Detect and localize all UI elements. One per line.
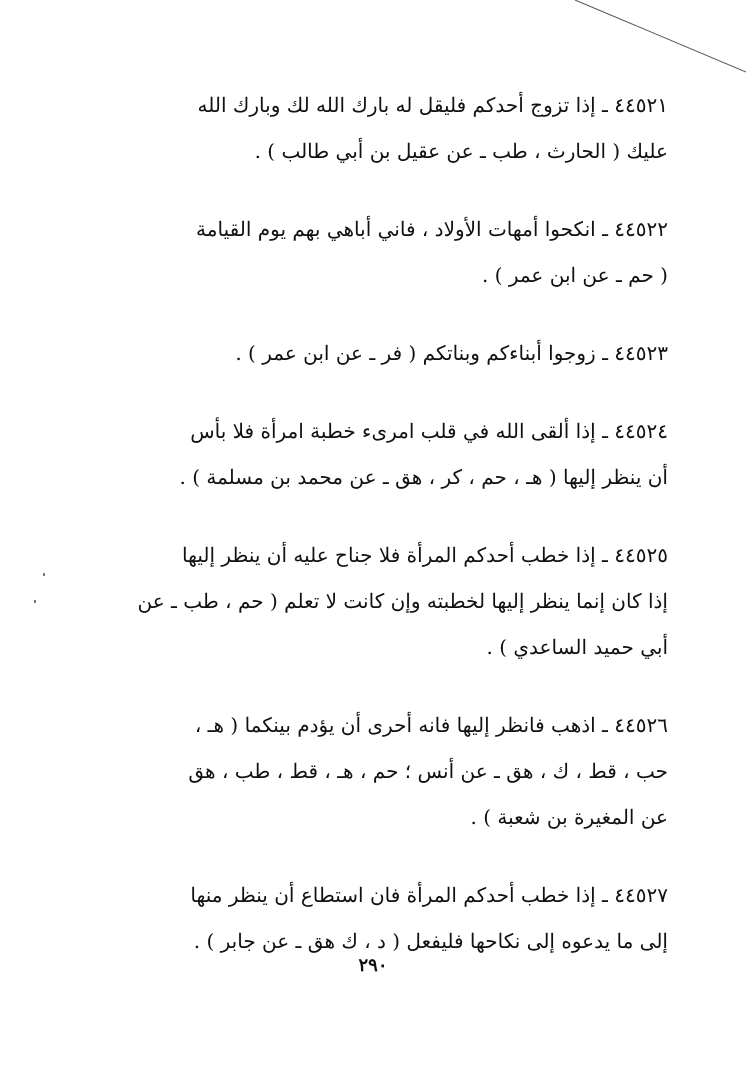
entry-line: عن المغيرة بن شعبة ) . (470, 805, 668, 829)
entry-line: حب ، قط ، ك ، هق ـ عن أنس ؛ حم ، هـ ، قط ، طب ، هق (188, 759, 668, 783)
hadith-entry-44525 (78, 532, 668, 670)
entry-line: ٤٤٥٢١ ـ إذا تزوج أحدكم فليقل له بارك الله لك وبارك الله (197, 93, 668, 117)
entry-line: ٤٤٥٢٦ ـ اذهب فانظر إليها فانه أحرى أن يؤدم بينكما ( هـ ، (194, 713, 668, 737)
entry-line: أن ينظر إليها ( هـ ، حم ، كر ، هق ـ عن محمد بن مسلمة ) . (179, 465, 668, 489)
entry-line: ٤٤٥٢٤ ـ إذا ألقى الله في قلب امرىء خطبة امرأة فلا بأس (190, 419, 668, 443)
entry-line: ٤٤٥٢٣ ـ زوجوا أبناءكم وبناتكم ( فر ـ عن ابن عمر ) . (235, 341, 668, 365)
entry-line: إذا كان إنما ينظر إليها لخطبته وإن كانت لا تعلم ( حم ، طب ـ عن (137, 589, 668, 613)
entry-line: ٤٤٥٢٢ ـ انكحوا أمهات الأولاد ، فاني أباهي بهم يوم القيامة (196, 217, 668, 241)
entry-line: ٤٤٥٢٥ ـ إذا خطب أحدكم المرأة فلا جناح عليه أن ينظر إليها (182, 543, 668, 567)
hadith-entry-44523 (78, 330, 668, 376)
hadith-entry-44522 (78, 206, 668, 298)
entry-line: ٤٤٥٢٧ ـ إذا خطب أحدكم المرأة فان استطاع أن ينظر منها (190, 883, 668, 907)
entry-line: أبي حميد الساعدي ) . (486, 635, 668, 659)
scan-speck (34, 600, 36, 603)
entry-line: ( حم ـ عن ابن عمر ) . (481, 263, 668, 287)
hadith-entry-44524 (78, 408, 668, 500)
hadith-page-text (78, 82, 668, 964)
entry-line: إلى ما يدعوه إلى نكاحها فليفعل ( د ، ك هق ـ عن جابر ) . (193, 929, 668, 953)
hadith-entry-44527 (78, 872, 668, 964)
hadith-entry-44521 (78, 82, 668, 174)
scan-speck (43, 573, 45, 576)
page-number: ٢٩٠ (358, 955, 388, 976)
hadith-entry-44526 (78, 702, 668, 840)
entry-line: عليك ( الحارث ، طب ـ عن عقيل بن أبي طالب ) . (254, 139, 668, 163)
